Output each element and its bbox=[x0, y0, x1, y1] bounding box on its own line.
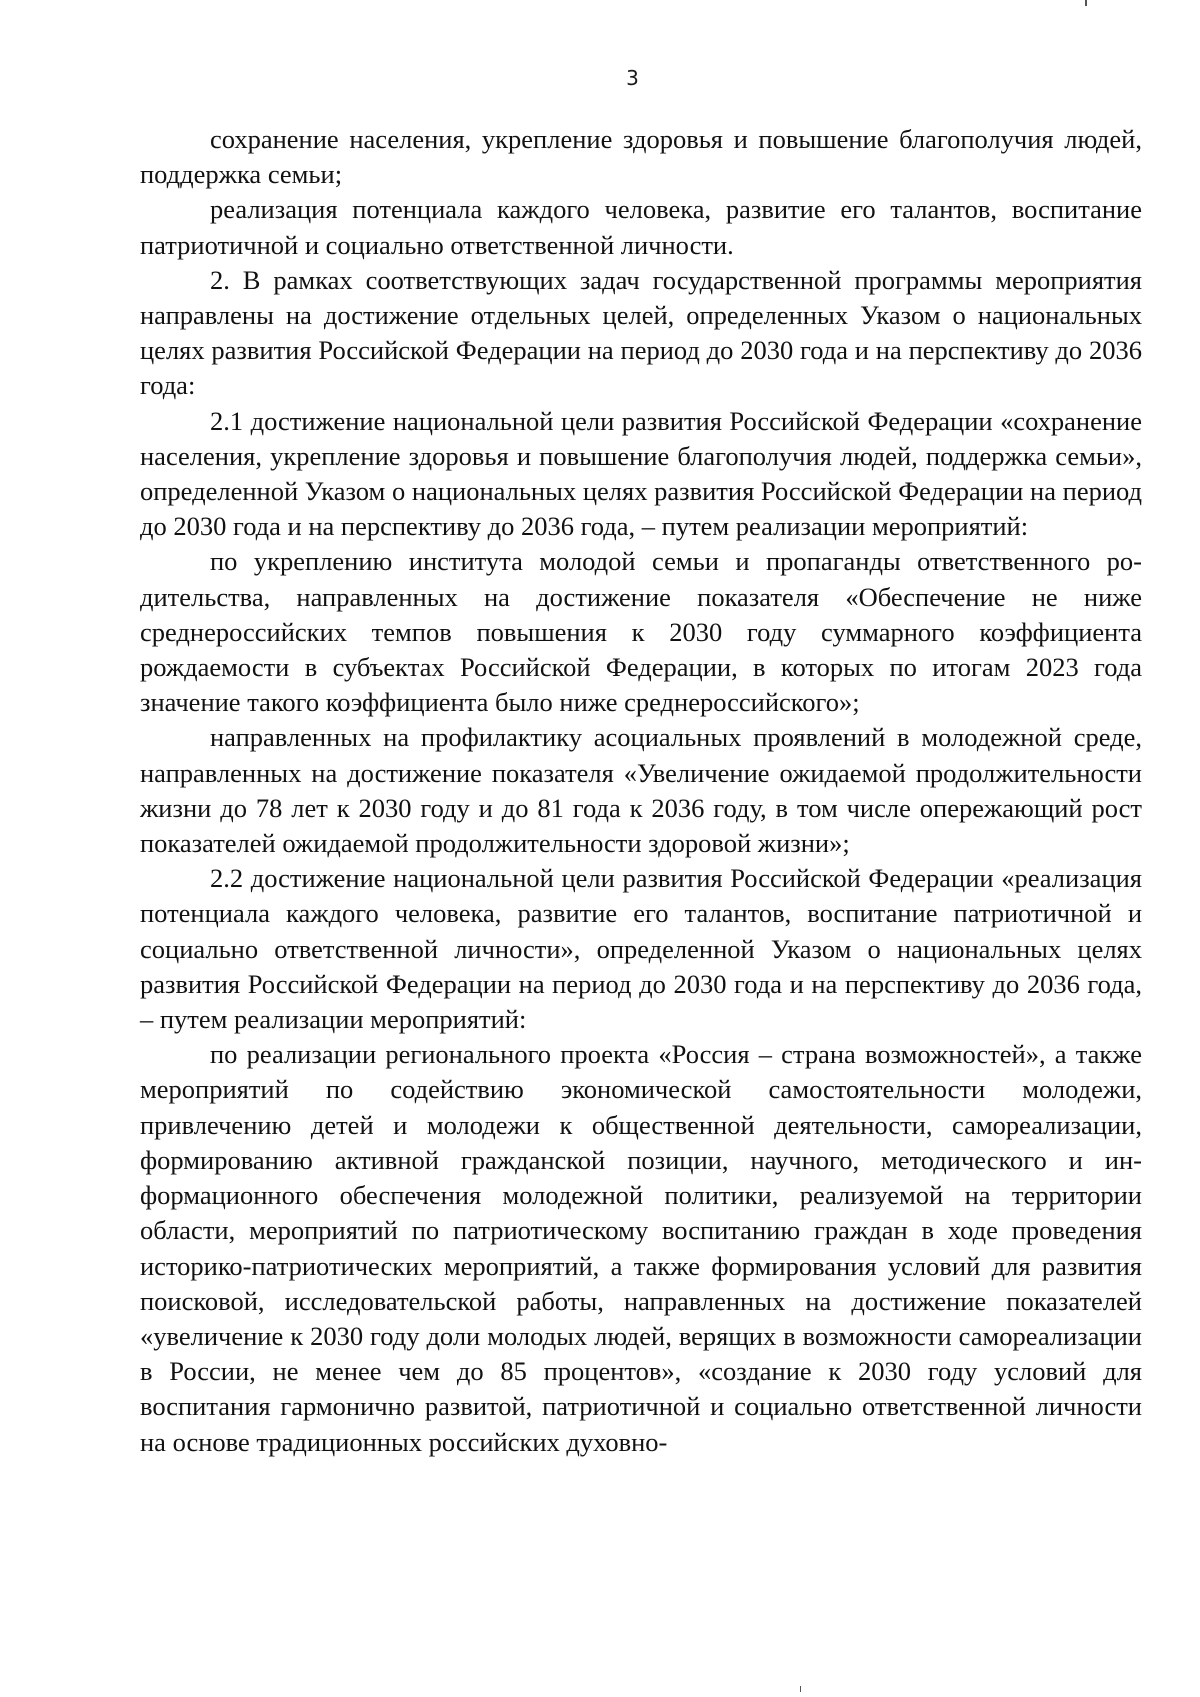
paragraph-list-item-1: сохранение населения, укрепление здоровья и повышение благополучия людей, поддержка семьи; bbox=[140, 124, 1142, 190]
paragraph-list-item-2: реализация потенциала каждого человека, развитие его талантов, воспитание патриотичной и социально ответственной личности. bbox=[140, 194, 1142, 260]
paragraph-asocial-prevention-measures: направленных на профилактику асоциальных проявлений в молодежной среде, направленных на достижение показателя «Увеличение ожидаемой продолжительности жизни до 78 лет к 2030 году и до 81 года к 2036 году, в том числе опережающий рост показателей ожидаемой продолжительности здоровой жизни»; bbox=[140, 722, 1142, 859]
document-body bbox=[140, 122, 1142, 1460]
paragraph-subsection-2-2: 2.2 достижение национальной цели развития Российской Федерации «реализация потенциала каждого человека, развитие его талантов, воспитание патриотичной и социально ответственной личности», определенной Указом о национальных целях развития Российской Федерации на период до 2030 года и на перспективу до 2036 года, – путем реализации мероприятий: bbox=[140, 863, 1142, 1035]
paragraph-section-2: 2. В рамках соответствующих задач государственной программы мероприятия направлены на достижение отдельных целей, определенных Указом о национальных целях развития Российской Федерации на период до 2030 года и на перспективу до 2036 года: bbox=[140, 264, 1142, 401]
page-number: 3 bbox=[626, 66, 639, 90]
paragraph-regional-project-measures: по реализации регионального проекта «Россия – страна возможностей», а также мероприятий по содействию экономической самостоятельности молодежи, привлечению детей и молодежи к общественной деятельности, самореализации, формированию активной гражданской позиции, научного, методического и информационного обеспечения молодежной политики, реализуемой на территории области, мероприятий по патриотическому воспитанию граждан в ходе проведения историко-патриотических мероприятий, а также формирования условий для развития поисковой, исследовательской работы, направленных на достижение показателей «увеличение к 2030 году доли молодых людей, верящих в возможности самореализации в России, не менее чем до 85 процентов», «создание к 2030 году условий для воспитания гармонично развитой, патриотичной и социально ответственной личности на основе традиционных российских духовно- bbox=[140, 1039, 1142, 1457]
paragraph-subsection-2-1: 2.1 достижение национальной цели развития Российской Федерации «сохранение населения, укрепление здоровья и повышение благополучия людей, поддержка семьи», определенной Указом о национальных целях развития Российской Федерации на период до 2030 года и на перспективу до 2036 года, – путем реализации мероприятий: bbox=[140, 405, 1142, 542]
scan-artifact-bottom bbox=[800, 1686, 801, 1692]
scan-artifact-top-right bbox=[1085, 0, 1087, 6]
paragraph-young-family-measures: по укреплению института молодой семьи и пропаганды ответственного родительства, направленных на достижение показателя «Обеспечение не ниже среднероссийских темпов повышения к 2030 году суммарного коэффициента рождаемости в субъектах Российской Федерации, в которых по итогам 2023 года значение такого коэффициента было ниже среднероссийского»; bbox=[140, 546, 1142, 718]
